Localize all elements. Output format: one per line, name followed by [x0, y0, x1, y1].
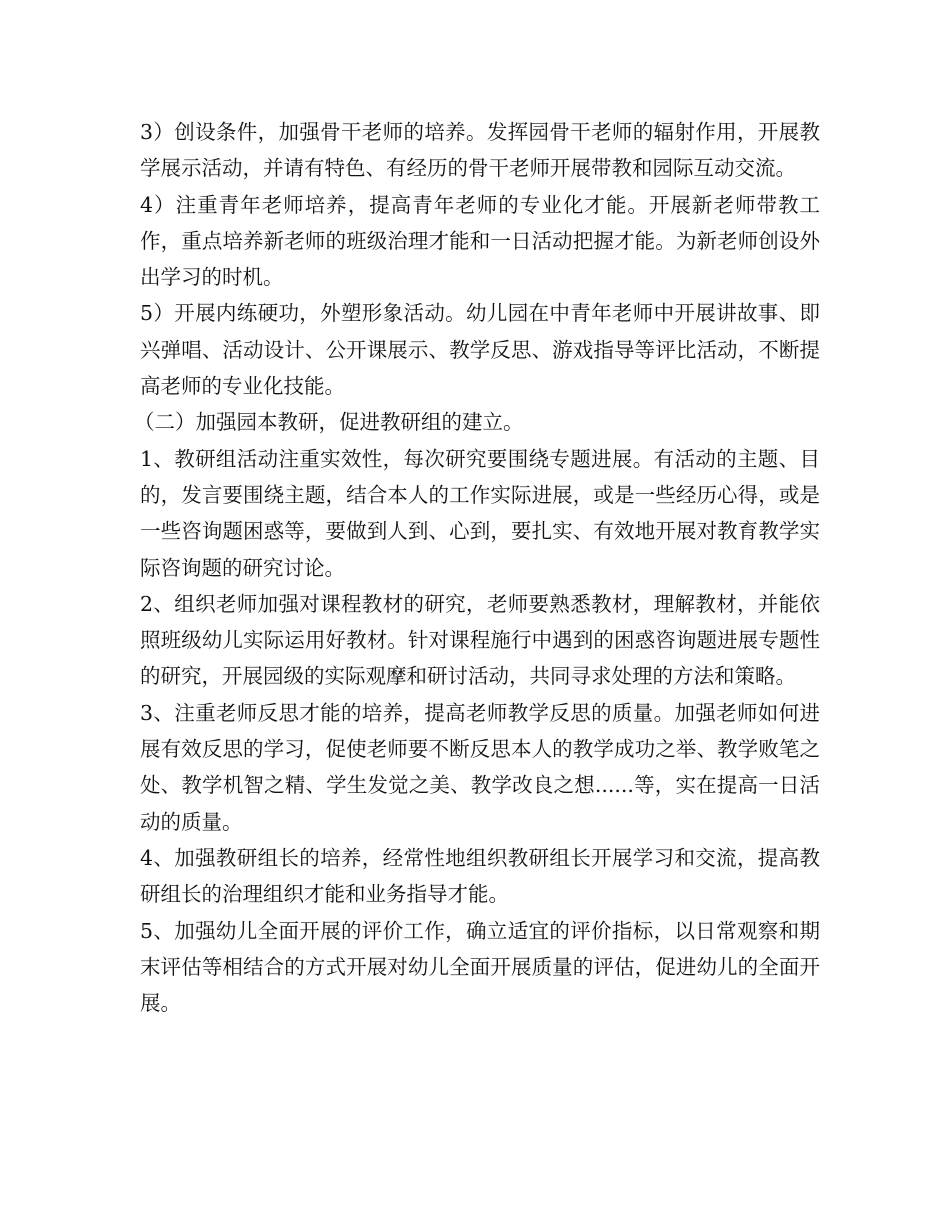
paragraph-curriculum-study: 2、组织老师加强对课程教材的研究，老师要熟悉教材，理解教材，并能依照班级幼儿实际运用好教材。针对课程施行中遇到的困惑咨询题进展专题性的研究，开展园级的实际观摩和研讨活动，共同寻求处理的方法和策略。 [140, 591, 820, 689]
paragraph-research-group-effectiveness: 1、教研组活动注重实效性，每次研究要围绕专题进展。有活动的主题、目的，发言要围绕主题，结合本人的工作实际进展，或是一些经历心得，或是一些咨询题困惑等，要做到人到、心到，要扎实、有效地开展对教育教学实际咨询题的研究讨论。 [140, 446, 820, 580]
paragraph-skills-activities: 5）开展内练硬功，外塑形象活动。幼儿园在中青年老师中开展讲故事、即兴弹唱、活动设计、公开课展示、教学反思、游戏指导等评比活动，不断提高老师的专业化技能。 [140, 301, 820, 399]
paragraph-backbone-teachers: 3）创设条件，加强骨干老师的培养。发挥园骨干老师的辐射作用，开展教学展示活动，并请有特色、有经历的骨干老师开展带教和园际互动交流。 [140, 120, 820, 181]
section-heading-teaching-research: （二）加强园本教研，促进教研组的建立。 [134, 410, 524, 435]
document-page [134, 114, 820, 1021]
paragraph-reflection: 3、注重老师反思才能的培养，提高老师教学反思的质量。加强老师如何进展有效反思的学习，促使老师要不断反思本人的教学成功之举、教学败笔之处、教学机智之精、学生发觉之美、教学改良之想......等，实在提高一日活动的质量。 [140, 700, 820, 834]
paragraph-group-leaders: 4、加强教研组长的培养，经常性地组织教研组长开展学习和交流，提高教研组长的治理组织才能和业务指导才能。 [140, 845, 820, 907]
paragraph-child-evaluation: 5、加强幼儿全面开展的评价工作，确立适宜的评价指标，以日常观察和期末评估等相结合的方式开展对幼儿全面开展质量的评估，促进幼儿的全面开展。 [140, 918, 820, 1016]
paragraph-young-teachers: 4）注重青年老师培养，提高青年老师的专业化才能。开展新老师带教工作，重点培养新老师的班级治理才能和一日活动把握才能。为新老师创设外出学习的时机。 [140, 192, 820, 290]
